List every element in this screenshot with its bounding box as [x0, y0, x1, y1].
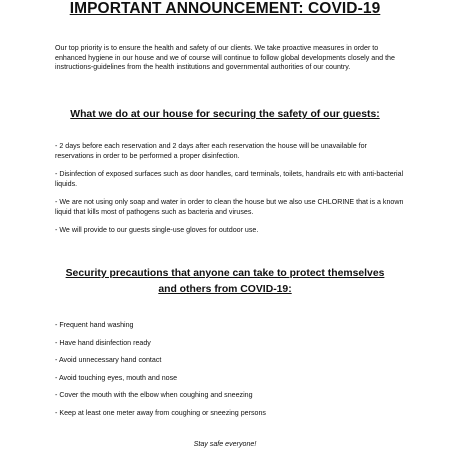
list-item: - Keep at least one meter away from coughing or sneezing persons	[55, 408, 266, 417]
announcement-title: IMPORTANT ANNOUNCEMENT: COVID-19	[69, 0, 381, 17]
house-measure-gloves: - We will provide to our guests single-use gloves for outdoor use.	[55, 226, 259, 234]
intro-paragraph: Our top priority is to ensure the health and safety of our clients. We take proactive measures in order to enhanced hygiene in our house and we of course will continue to follow global developments closely and the instructions-guidelines from the health institutions and governmental authorities of our country.	[55, 44, 395, 72]
precautions-list	[55, 321, 266, 427]
precautions-heading-line2: and others from COVID-19:	[158, 284, 292, 295]
list-item: - Cover the mouth with the elbow when coughing and sneezing	[55, 391, 253, 400]
list-item: - Have hand disinfection ready	[55, 338, 151, 347]
list-item: - Frequent hand washing	[55, 321, 134, 329]
precautions-heading	[0, 266, 450, 298]
list-item: - Avoid unnecessary hand contact	[55, 356, 162, 365]
list-item: - Avoid touching eyes, mouth and nose	[55, 373, 178, 382]
house-safety-heading: What we do at our house for securing the safety of our guests:	[70, 109, 380, 120]
house-measure-chlorine: - We are not using only soap and water in order to clean the house but we also use CHLORINE that is a known liquid that kills most of pathogens such as bacteria and viruses.	[55, 198, 404, 216]
house-measure-disinfection: - Disinfection of exposed surfaces such as door handles, card terminals, toilets, handrails etc with anti-bacterial liquids.	[55, 170, 404, 188]
precautions-heading-line1: Security precautions that anyone can take to protect themselves	[65, 268, 385, 279]
house-measure-reservation-gap: - 2 days before each reservation and 2 days after each reservation the house will be unavailable for reservations in order to be performed a proper disinfection.	[55, 142, 367, 160]
closing-message: Stay safe everyone!	[193, 440, 257, 448]
